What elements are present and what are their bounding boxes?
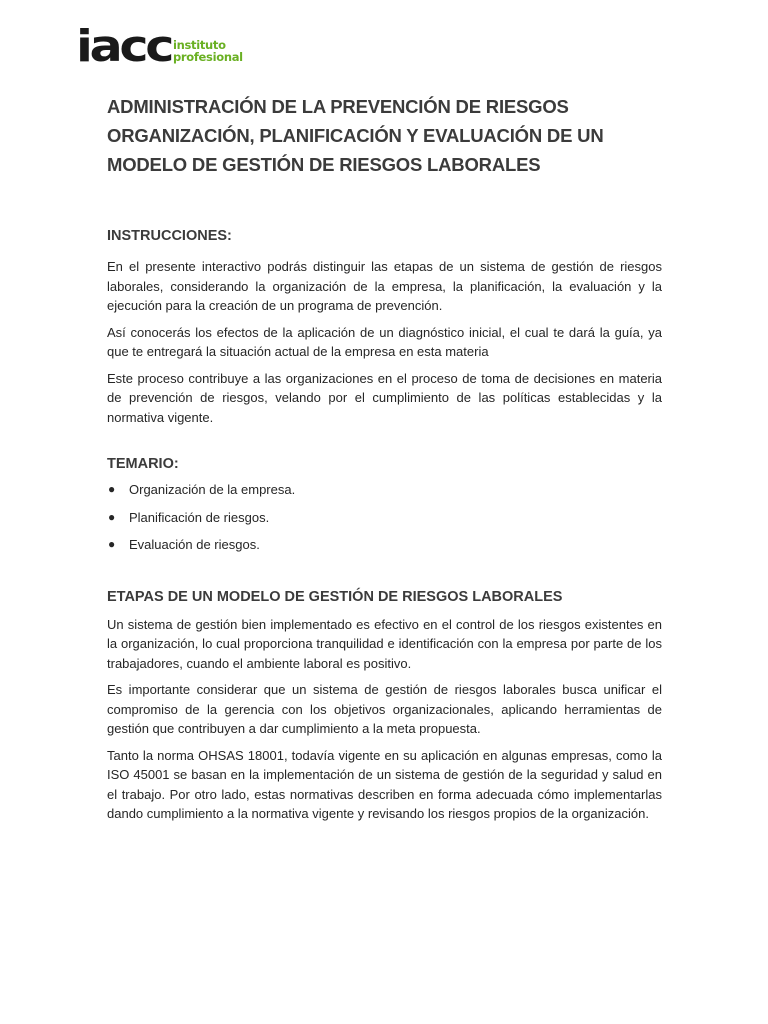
spacer <box>107 563 662 587</box>
iacc-logo <box>76 21 243 72</box>
title-line-2: ORGANIZACIÓN, PLANIFICACIÓN Y EVALUACIÓN DE UN <box>107 125 604 146</box>
title-line-1: ADMINISTRACIÓN DE LA PREVENCIÓN DE RIESGOS <box>107 96 569 117</box>
title-line-3: MODELO DE GESTIÓN DE RIESGOS LABORALES <box>107 154 541 175</box>
temario-item <box>107 480 662 500</box>
temario-item <box>107 535 662 555</box>
bullet-icon: ● <box>108 537 116 551</box>
bullet-icon: ● <box>108 482 116 496</box>
instrucciones-section <box>107 226 662 427</box>
etapas-paragraph-1: Un sistema de gestión bien implementado es efectivo en el control de los riesgos existentes en la organización, lo cual proporciona tranquilidad e identificación con la empresa por parte de los trabajadores, cuando el ambiente laboral es positivo. <box>107 616 662 671</box>
etapas-paragraph-2: Es importante considerar que un sistema de gestión de riesgos laborales busca unificar el compromiso de la gerencia con los objetivos organizacionales, aplicando herramientas de gestión que contribuyen a dar cumplimiento a la meta propuesta. <box>107 682 662 736</box>
bullet-icon: ● <box>108 509 116 524</box>
spacer <box>107 434 662 454</box>
temario-item-label: Planificación de riesgos. <box>129 509 270 525</box>
instrucciones-heading: INSTRUCCIONES: <box>107 228 232 244</box>
logo-line-2: profesional <box>172 50 243 64</box>
logo-mark: iacc <box>76 21 172 72</box>
logo-subtitle <box>173 39 243 63</box>
instrucciones-paragraph-3: Este proceso contribuye a las organizaciones en el proceso de toma de decisiones en materia de prevención de riesgos, velando por el cumplimiento de las políticas establecidas y la normativa vigente. <box>107 370 662 425</box>
instrucciones-paragraph-1: En el presente interactivo podrás distinguir las etapas de un sistema de gestión de riesgos laborales, considerando la organización de la empresa, la planificación, la evaluación y la ejecución para la creación de un programa de prevención. <box>107 259 662 313</box>
temario-item-label: Organización de la empresa. <box>129 482 296 497</box>
logo-line-1: instituto <box>172 38 226 52</box>
etapas-paragraph-3: Tanto la norma OHSAS 18001, todavía vigente en su aplicación en algunas empresas, como la ISO 45001 se basan en la implementación de un sistema de gestión de la seguridad y salud en el trabajo. Por otro lado, estas normativas describen en forma adecuada cómo implementarlas dando cumplimiento a la normativa vigente y revisando los riesgos propios de la organización. <box>107 747 662 821</box>
document-body <box>107 92 662 831</box>
temario-heading: TEMARIO: <box>107 456 179 472</box>
temario-section <box>107 454 662 555</box>
temario-item-label: Evaluación de riesgos. <box>129 537 260 552</box>
etapas-section <box>107 587 662 824</box>
temario-item <box>107 508 662 528</box>
etapas-heading: ETAPAS DE UN MODELO DE GESTIÓN DE RIESGOS LABORALES <box>107 588 563 605</box>
temario-list <box>107 480 662 555</box>
instrucciones-paragraph-2: Así conocerás los efectos de la aplicación de un diagnóstico inicial, el cual te dará la guía, ya que te entregará la situación actual de la empresa en esta materia <box>107 324 662 359</box>
document-title <box>107 92 662 179</box>
